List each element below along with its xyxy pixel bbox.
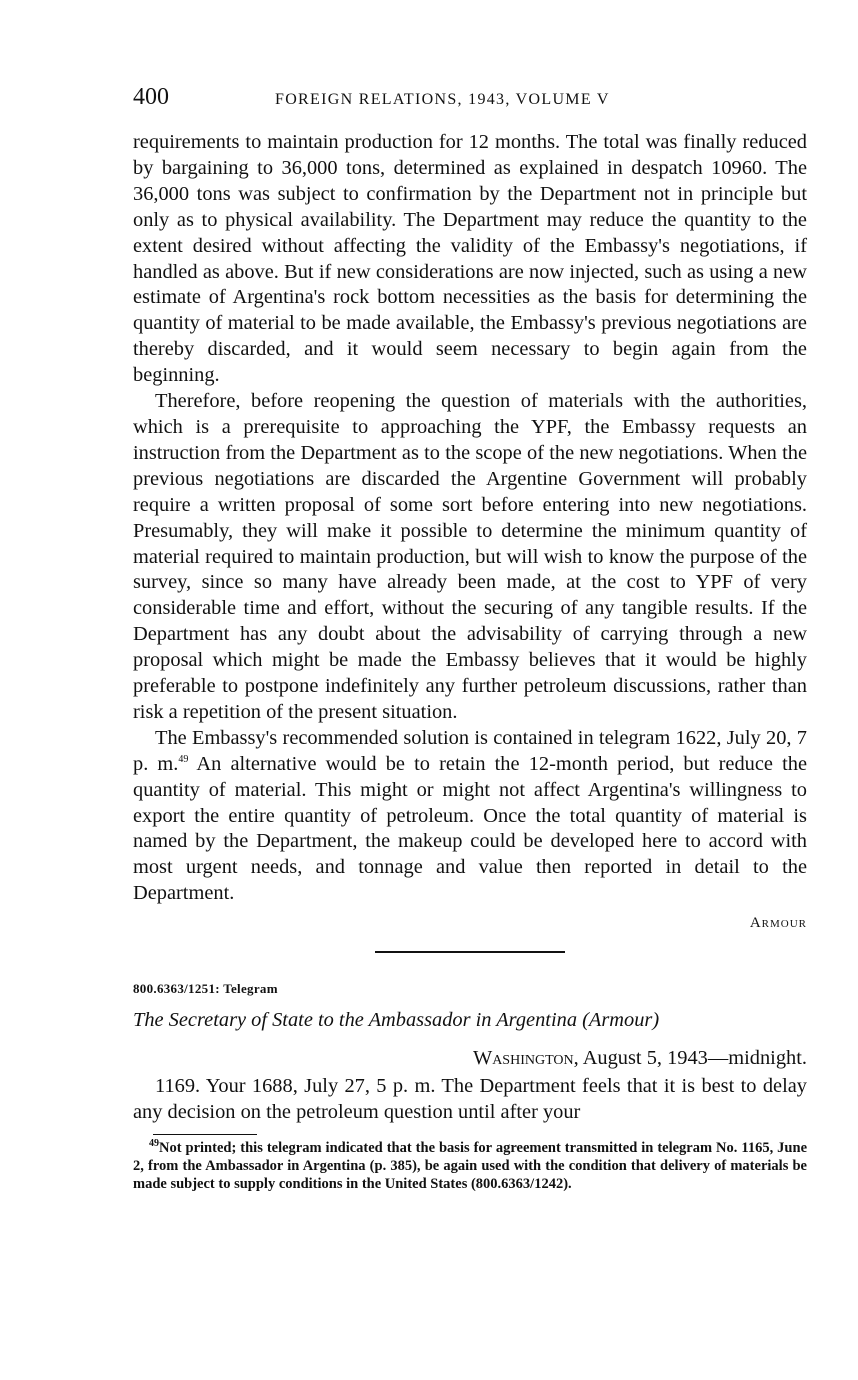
paragraph-text-b: An alternative would be to retain the 12-month period, but reduce the quantity of material. This might or might not affect Argentina's willingness to export the entire quantity of petroleum. Once the total quantity of material is named by the Department, the makeup could be developed here to accord with most urgent needs, and tonnage and value then reported in detail to the Department.	[133, 752, 807, 905]
document-title: The Secretary of State to the Ambassador in Argentina (Armour)	[133, 1009, 660, 1032]
dateline-place: Washington,	[472, 1047, 579, 1070]
file-reference: 800.6363/1251: Telegram	[133, 981, 278, 997]
footnote-text: Not printed; this telegram indicated that the basis for agreement transmitted in telegram No. 1165, June 2, from the Ambassador in Argentina (p. 385), be again used with the condition that delivery of materials be made subject to supply conditions in the United States (800.6363/1242).	[133, 1139, 807, 1192]
telegram-body	[133, 1074, 807, 1126]
signature: Armour	[749, 915, 807, 932]
footnote-reference: 49	[178, 753, 189, 765]
paragraph-recommended-solution	[133, 726, 807, 907]
page	[133, 84, 807, 1193]
section-divider	[375, 951, 565, 953]
running-title: FOREIGN RELATIONS, 1943, VOLUME V	[275, 91, 610, 108]
paragraph-continued: requirements to maintain production for 12 months. The total was finally reduced by bargaining to 36,000 tons, determined as explained in despatch 10960. The 36,000 tons was subject to confirmation by the Department not in principle but only as to physical availability. The Department may reduce the quantity to the extent desired without affecting the validity of the Embassy's negotiations, if handled as above. But if new considerations are now injected, such as using a new estimate of Argentina's rock bottom necessities as the basis for determining the quantity of material to be made available, the Embassy's previous negotiations are thereby discarded, and it would seem necessary to begin again from the beginning.	[133, 131, 807, 387]
paragraph-text-a: The Embassy's recommended solution is contained in telegram 1622, July 20, 7 p. m.	[133, 726, 807, 775]
body-text	[133, 130, 807, 937]
page-header	[133, 84, 807, 114]
dateline-date: August 5, 1943—midnight.	[578, 1047, 807, 1070]
footnote-marker: 49	[149, 1138, 159, 1150]
telegram-paragraph: 1169. Your 1688, July 27, 5 p. m. The Department feels that it is best to delay any decision on the petroleum question until after your	[133, 1075, 807, 1123]
dateline	[133, 1047, 807, 1070]
paragraph-therefore: Therefore, before reopening the question of materials with the authorities, which is a prerequisite to approaching the YPF, the Embassy requests an instruction from the Department as to the scope of the new negotiations. When the previous negotiations are discarded the Argentine Government will probably require a written proposal of some sort before entering into new negotiations. Presumably, they will make it possible to determine the minimum quantity of material required to maintain production, but will wish to know the purpose of the survey, since so many have already been made, at the cost to YPF of very considerable time and effort, without the securing of any tangible results. If the Department has any doubt about the advisability of carrying through a new proposal which might be made the Embassy believes that it would be highly preferable to postpone indefinitely any further petroleum discussions, rather than risk a repetition of the present situation.	[133, 390, 807, 723]
footnote	[133, 1139, 807, 1193]
page-number: 400	[133, 84, 169, 110]
footnote-divider	[153, 1134, 257, 1135]
